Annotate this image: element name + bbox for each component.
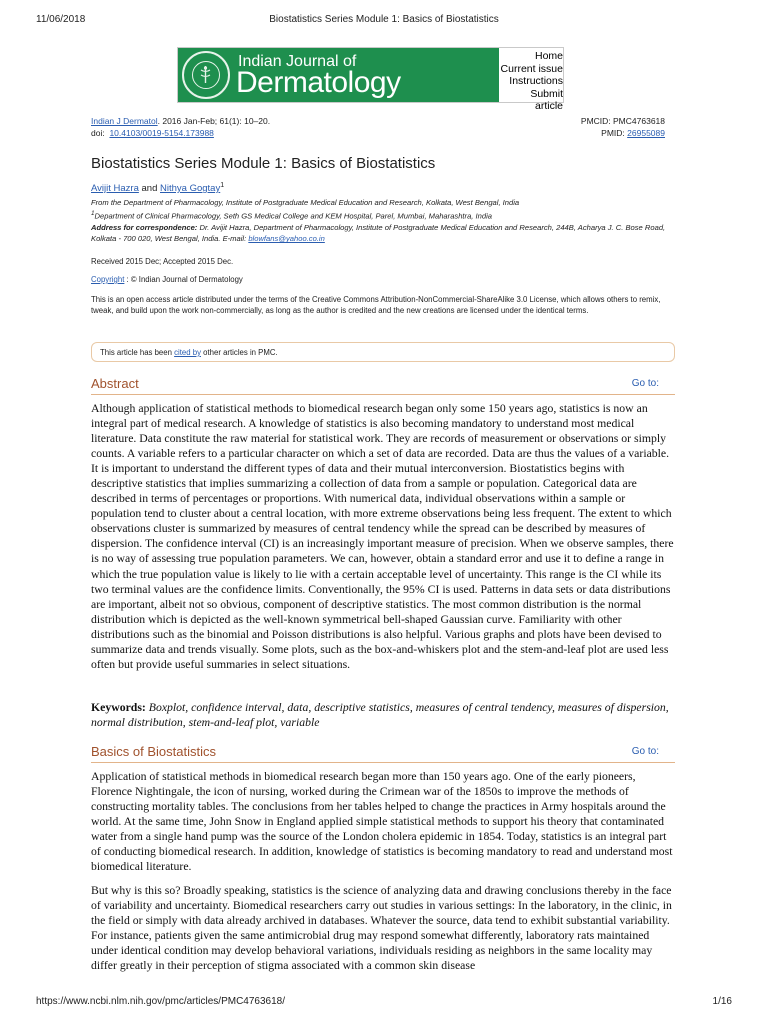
cited-by-link[interactable]: cited by: [174, 348, 201, 357]
author-link-hazra[interactable]: Avijit Hazra: [91, 183, 139, 195]
print-url: https://www.ncbi.nlm.nih.gov/pmc/articles/PMC4763618/: [36, 996, 285, 1007]
journal-name-line1: Indian Journal of: [238, 53, 357, 70]
pmid-link[interactable]: 26955089: [627, 128, 665, 138]
nav-submit-article-link[interactable]: Submit article: [530, 87, 563, 112]
article-title: Biostatistics Series Module 1: Basics of Biostatistics: [91, 155, 436, 172]
cited-by-box: [91, 342, 675, 362]
citation-ids: [581, 115, 665, 139]
citation-block: [91, 115, 270, 139]
affiliation-2: Department of Clinical Pharmacology, Seth GS Medical College and KEM Hospital, Parel, Mumbai, Maharashtra, India: [94, 211, 492, 221]
nav-home-link[interactable]: Home: [534, 50, 563, 62]
affiliation-1: From the Department of Pharmacology, Institute of Postgraduate Medical Education and Research, Kolkata, West Bengal, India: [91, 198, 520, 207]
author-sup: 1: [220, 182, 225, 189]
basics-paragraph-2: But why is this so? Broadly speaking, statistics is the science of analyzing data and drawing conclusions thereby in the face of variability and uncertainty. Biomedical researchers carry out studies in various settings: In the laboratory, in the clinic, in the field or simply with data already archived in databases. Whatever the source, data tend to exhibit substantial variability. For instance, patients given the same antimicrobial drug may respond somewhat differently, laboratory rats maintained under identical condition may develop behavioral variations, individuals residing as neighbors in the same locality may differ greatly in their perception of stigma associated with a common skin disease: [91, 884, 672, 973]
journal-name-line2: Dermatology: [236, 66, 401, 99]
correspondence-label: Address for correspondence:: [91, 223, 198, 233]
basics-header: [91, 744, 675, 763]
copyright-text: : © Indian Journal of Dermatology: [124, 275, 243, 284]
abstract-text: Although application of statistical methods to biomedical research began only some 150 years ago, statistics is now an integral part of medical research. A knowledge of statistics is also becoming mandatory to understand most medical literature. Data constitute the raw material for statistical work. They are records of measurement or observations or simply counts. A variable refers to a particular character on which a set of data are recorded. Data are thus the values of a variable. It is important to understand the different types of data and their mutual interconversion. Biostatistics begins with descriptive statistics that implies summarizing a collection of data from a sample or population. Categorical data are described in terms of percentages or proportions. With numerical data, individual observations within a sample or population tend to cluster about a central location, with more extreme observations being less frequent. The extent to which observations cluster is summarized by measures of central tendency while the spread can be described by measures of dispersion. The confidence interval (CI) is an increasingly important measure of precision. When we observe samples, there is no way of assessing true population parameters. We can, however, obtain a standard error and use it to define a range in which the true population value is likely to lie with a certain acceptable level of uncertainty. This range is the CI while its two terminal values are the confidence limits. Conventionally, the 95% CI is used. Patterns in data sets or data distributions are important, albeit not so obvious, component of descriptive statistics. The most common distribution is the normal distribution which is depicted as the well-known symmetrical bell-shaped Gaussian curve. Familiarity with other distributions such as the binomial and Poisson distributions is also helpful. Various graphs and plots have been devised to summarize data and trends visually. Some plots, such as the box-and-whiskers plot and the stem-and-leaf plot are used less often but provide useful summaries in select situations.: [91, 402, 674, 671]
doi-link[interactable]: 10.4103/0019-5154.173988: [109, 128, 214, 138]
journal-banner: [177, 47, 564, 112]
author-list: [91, 182, 224, 194]
author-separator: and: [138, 183, 161, 195]
keywords-list: Boxplot, confidence interval, data, descriptive statistics, measures of central tendency, measures of dispersion, normal distribution, stem-and-leaf plot, variable: [91, 701, 669, 730]
journal-seal-icon: [182, 51, 230, 99]
keywords: [91, 700, 675, 730]
journal-link[interactable]: Indian J Dermatol: [91, 116, 158, 126]
abstract-header: [91, 376, 675, 395]
cited-pre: This article has been: [100, 348, 175, 357]
basics-paragraph-1: Application of statistical methods in biomedical research began more than 150 years ago. One of the early pioneers, Florence Nightingale, the icon of nursing, worked during the Crimean war of the 1850s to improve the methods of constructing mortality tables. The conclusions from her tables helped to change the practices in Army hospitals around the world. At the same time, John Snow in England applied simple statistical methods to support his theory that contaminated water from a single hand pump was the source of the London cholera epidemic in 1854. Today, statistics is an integral part of conducting biomedical research. In addition, knowledge of statistics is becoming mandatory to read and understand most biomedical literature.: [91, 770, 673, 874]
print-page-number: 1/16: [712, 996, 732, 1007]
abstract-goto-link[interactable]: Go to:: [631, 378, 659, 389]
copyright-link[interactable]: Copyright: [91, 275, 125, 284]
correspondence-text: Dr. Avijit Hazra, Department of Pharmacology, Institute of Postgraduate Medical Education and Research, 244B, Acharya J. C. Bose Road, Kolkata - 700 020, West Bengal, India. E-mail:: [91, 223, 666, 244]
copyright: [91, 275, 243, 284]
print-title: Biostatistics Series Module 1: Basics of Biostatistics: [269, 14, 499, 25]
correspondence-email-link[interactable]: blowfans@yahoo.co.in: [248, 234, 325, 244]
journal-logo-area[interactable]: [178, 48, 499, 102]
nav-instructions-link[interactable]: Instructions: [509, 75, 563, 87]
basics-goto-link[interactable]: Go to:: [631, 746, 659, 757]
nav-current-issue-link[interactable]: Current issue: [500, 62, 563, 75]
affiliation-2-sup: 1: [91, 210, 95, 218]
citation-issue: . 2016 Jan-Feb; 61(1): 10–20.: [157, 116, 271, 126]
banner-nav: [500, 50, 564, 113]
cited-post: other articles in PMC.: [200, 348, 278, 357]
affiliations: [91, 197, 681, 245]
article-dates: Received 2015 Dec; Accepted 2015 Dec.: [91, 257, 234, 266]
print-date: 11/06/2018: [36, 14, 86, 25]
keywords-label: Keywords:: [91, 701, 146, 714]
basics-heading: Basics of Biostatistics: [91, 744, 216, 759]
pmid-label: PMID:: [601, 128, 625, 138]
author-link-gogtay[interactable]: Nithya Gogtay: [160, 183, 221, 195]
abstract-heading: Abstract: [91, 376, 139, 391]
doi-label: doi:: [91, 128, 105, 138]
pmcid: PMCID: PMC4763618: [580, 116, 665, 126]
license-text: This is an open access article distributed under the terms of the Creative Commons Attribution-NonCommercial-ShareAlike 3.0 License, which allows others to remix, tweak, and build upon the work non-commercially, as long as the author is credited and the new creations are licensed under the identical terms.: [91, 295, 661, 316]
